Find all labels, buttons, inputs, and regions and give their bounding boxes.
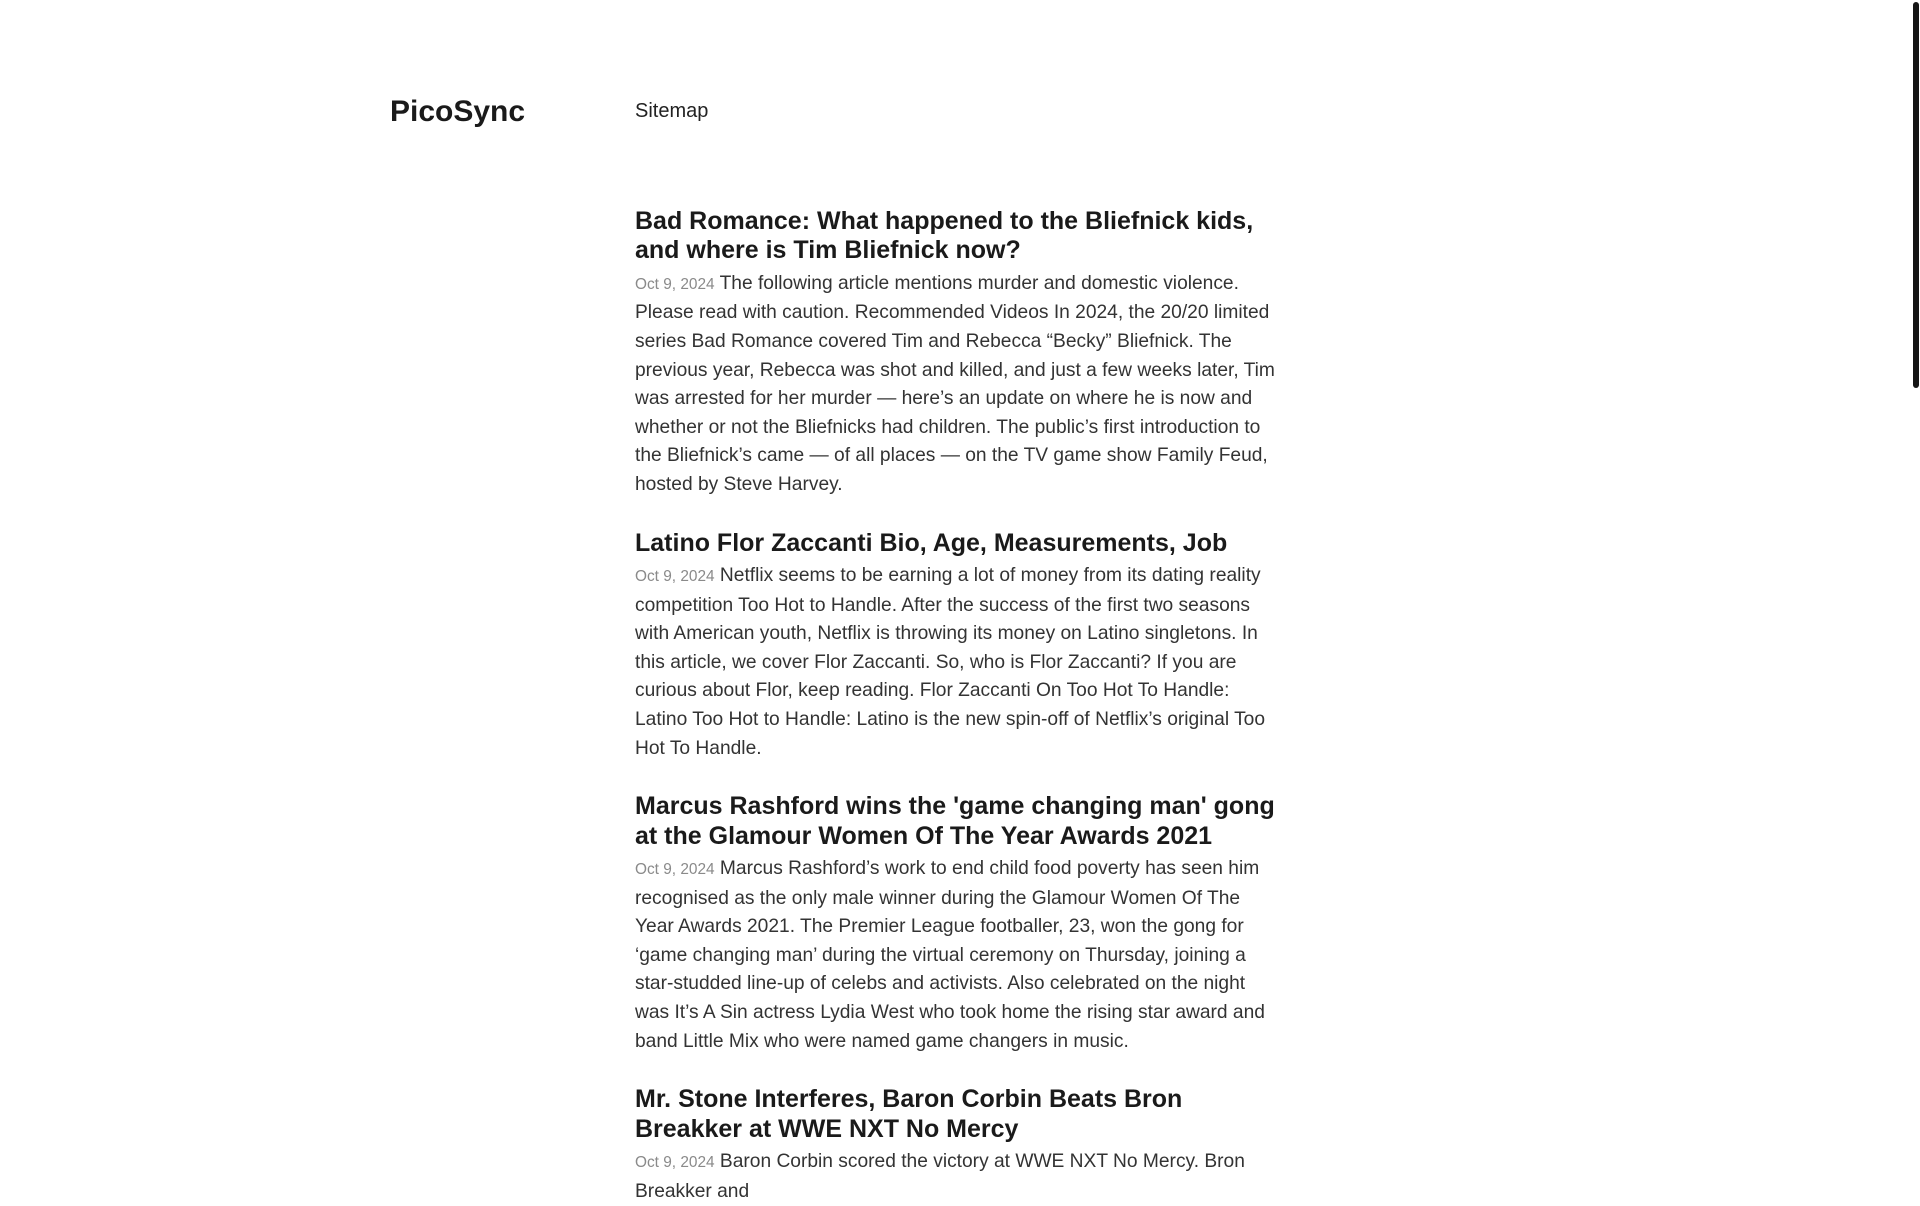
post-title-link[interactable]: Bad Romance: What happened to the Bliefnick kids, and where is Tim Bliefnick now? (635, 207, 1254, 265)
scrollbar-thumb[interactable] (1913, 2, 1919, 388)
post-item (635, 792, 1277, 1056)
post-list (635, 130, 1277, 1206)
post-excerpt-text: Marcus Rashford’s work to end child food poverty has seen him recognised as the only male winner during the Glamour Women Of The Year Awards 2021. The Premier League footballer, 23, won the gong for ‘game changing man’ during the virtual ceremony on Thursday, joining a star-studded line-up of celebs and activists. Also celebrated on the night was It’s A Sin actress Lydia West who took home the rising star award and band Little Mix who were named game changers in music. (635, 857, 1265, 1052)
post-excerpt (635, 562, 1277, 763)
site-header (390, 93, 1530, 130)
post-excerpt (635, 1148, 1277, 1206)
post-item (635, 1085, 1277, 1206)
post-title-link[interactable]: Mr. Stone Interferes, Baron Corbin Beats Bron Breakker at WWE NXT No Mercy (635, 1085, 1183, 1143)
nav-link-sitemap[interactable]: Sitemap (635, 100, 709, 122)
post-item (635, 207, 1277, 500)
post-excerpt-text: The following article mentions murder and domestic violence. Please read with caution. Recommended Videos In 2024, the 20/20 limited series Bad Romance covered Tim and Rebecca “Becky” Bliefnick. The previous year, Rebecca was shot and killed, and just a few weeks later, Tim was arrested for her murder — here’s an update on where he is now and whether or not the Bliefnicks had children. The public’s first introduction to the Bliefnick’s came — of all places — on the TV game show Family Feud, hosted by Steve Harvey. (635, 272, 1275, 495)
post-title-link[interactable]: Marcus Rashford wins the 'game changing man' gong at the Glamour Women Of The Year Awards 2021 (635, 792, 1275, 850)
post-date: Oct 9, 2024 (635, 275, 715, 293)
site-title[interactable]: PicoSync (390, 94, 526, 128)
post-date: Oct 9, 2024 (635, 860, 715, 878)
header-nav (635, 100, 708, 123)
post-excerpt-text: Netflix seems to be earning a lot of money from its dating reality competition Too Hot to Handle. After the success of the first two seasons with American youth, Netflix is throwing its money on Latino singletons. In this article, we cover Flor Zaccanti. So, who is Flor Zaccanti? If you are curious about Flor, keep reading. Flor Zaccanti On Too Hot To Handle: Latino Too Hot to Handle: Latino is the new spin-off of Netflix’s original Too Hot To Handle. (635, 564, 1266, 759)
post-item (635, 529, 1277, 764)
post-excerpt-text: Baron Corbin scored the victory at WWE NXT No Mercy. Bron Breakker and (635, 1150, 1245, 1202)
post-date: Oct 9, 2024 (635, 567, 715, 585)
page-container (390, 0, 1530, 1206)
post-title-link[interactable]: Latino Flor Zaccanti Bio, Age, Measurements, Job (635, 528, 1228, 557)
post-excerpt (635, 270, 1277, 500)
post-excerpt (635, 855, 1277, 1056)
post-date: Oct 9, 2024 (635, 1153, 715, 1171)
